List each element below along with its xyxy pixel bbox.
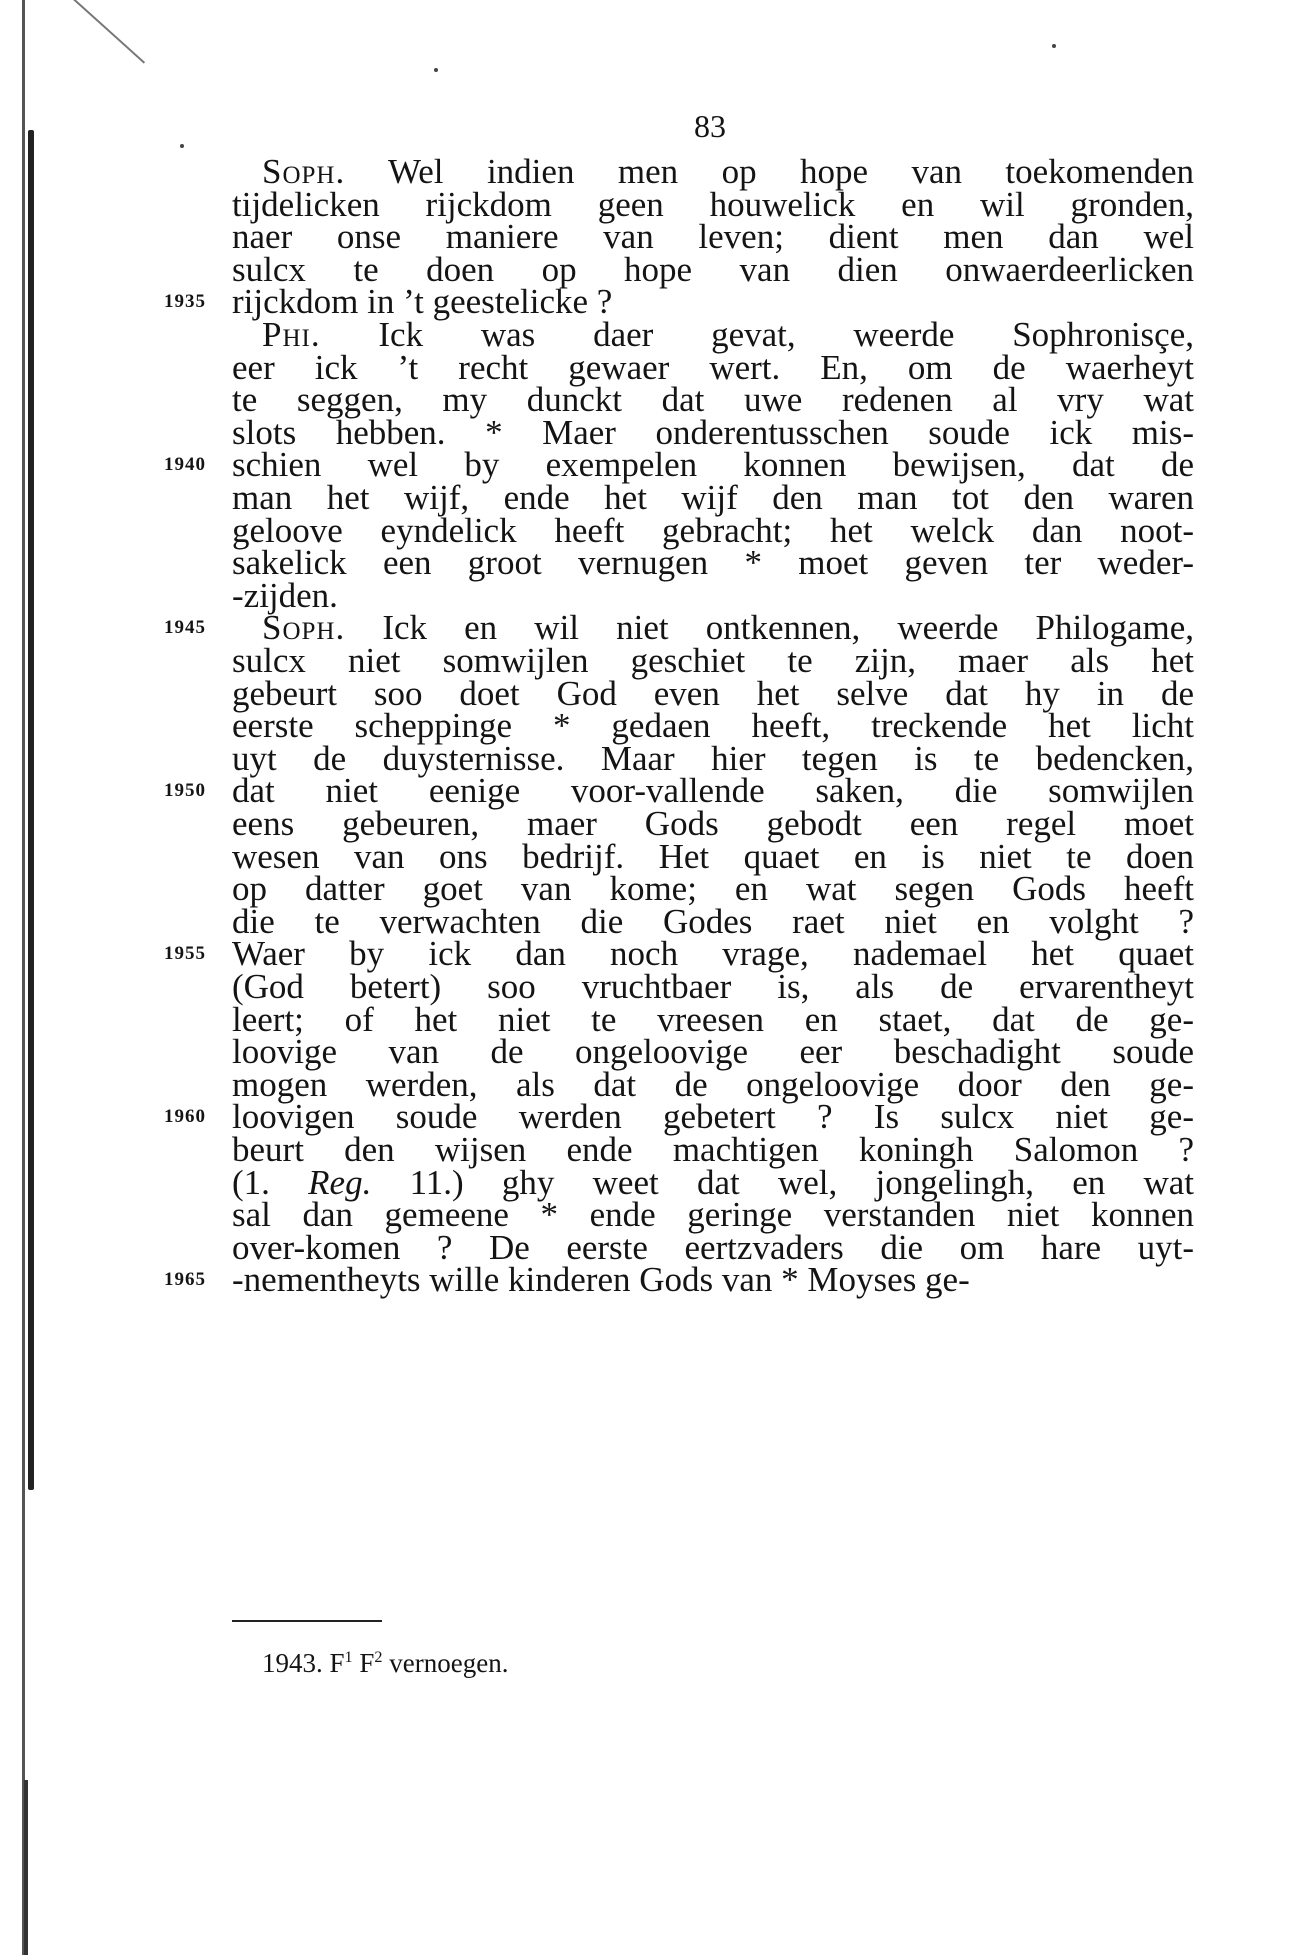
page-crease <box>62 0 145 64</box>
scan-speck <box>180 144 184 148</box>
footnote-label: 1943. <box>262 1648 323 1678</box>
verse-line-number: 1965 <box>164 1269 206 1291</box>
line-text: Wel indien men op hope van toekomenden <box>345 152 1194 191</box>
line-text: man het wijf, ende het wijf den man tot den waren <box>232 478 1194 517</box>
line-text: Waer by ick dan noch vrage, nademael het quaet <box>232 934 1194 974</box>
verse-line-number: 1940 <box>164 454 206 476</box>
line-text: sakelick een groot vernugen * moet geven ter weder- <box>232 543 1194 583</box>
italic-reference: Reg. <box>308 1162 372 1202</box>
scan-speck <box>434 68 438 72</box>
line-text-rest: 11.) ghy weet dat wel, jongelingh, en wat <box>371 1162 1195 1202</box>
line-text: -zijden. <box>232 575 338 615</box>
verse-line-number: 1960 <box>164 1106 206 1128</box>
line-text: loovige van de ongeloovige eer beschadight soude <box>232 1032 1194 1072</box>
speaker-name: Soph. <box>262 608 346 648</box>
binding-shadow <box>28 130 34 1490</box>
line-text: sal dan gemeene * ende geringe verstanden niet konnen <box>232 1195 1194 1235</box>
line-text: over-komen ? De eerste eertzvaders die om hare uyt- <box>232 1227 1194 1267</box>
line-text: -nementheyts wille kinderen Gods van * Moyses ge- <box>232 1260 970 1300</box>
footnote-reading: vernoegen. <box>389 1648 509 1678</box>
line-text: loovigen soude werden gebetert ? Is sulcx niet ge- <box>232 1097 1194 1137</box>
line-text: eens gebeuren, maer Gods gebodt een regel moet <box>232 804 1194 843</box>
verse-line-number: 1955 <box>164 943 206 965</box>
footnote <box>262 1648 508 1679</box>
line-text: schien wel by exempelen konnen bewijsen, dat de <box>232 445 1194 485</box>
line-text: naer onse maniere van leven; dient men dan wel <box>232 217 1194 257</box>
line-text: eer ick ’t recht gewaer wert. En, om de waerheyt <box>232 347 1194 387</box>
line-text: (God betert) soo vruchtbaer is, als de ervarentheyt <box>232 967 1194 1006</box>
speaker-name: Soph. <box>262 152 346 191</box>
line-text: die te verwachten die Godes raet niet en volght ? <box>232 901 1194 941</box>
line-text: beurt den wijsen ende machtigen koningh Salomon ? <box>232 1130 1194 1169</box>
verse-line-number: 1935 <box>164 291 206 313</box>
line-text: slots hebben. * Maer onderentusschen soude ick mis- <box>232 412 1194 452</box>
binding-edge <box>22 0 25 1955</box>
line-text: uyt de duysternisse. Maar hier tegen is te bedencken, <box>232 738 1194 778</box>
page-number: 83 <box>694 108 726 144</box>
footnote-source-2: $F^2$ <box>359 1648 383 1678</box>
scan-speck <box>1052 44 1056 48</box>
verse-line-number: 1945 <box>164 617 206 639</box>
speaker-name: Phi. <box>262 315 321 354</box>
line-text: geloove eyndelick heeft gebracht; het welck dan noot- <box>232 510 1194 550</box>
line-text: gebeurt soo doet God even het selve dat hy in de <box>232 673 1194 713</box>
footnote-rule <box>232 1620 382 1622</box>
line-text: leert; of het niet te vreesen en staet, dat de ge- <box>232 999 1194 1039</box>
line-text: te seggen, my dunckt dat uwe redenen al vry wat <box>232 380 1194 420</box>
line-text: dat niet eenige voor-vallende saken, die somwijlen <box>232 771 1194 811</box>
line-text: Ick en wil niet ontkennen, weerde Philogame, <box>345 608 1194 648</box>
line-text: Ick was daer gevat, weerde Sophronisçe, <box>320 315 1194 354</box>
line-text: op datter goet van kome; en wat segen Gods heeft <box>232 869 1194 909</box>
line-text: sulcx te doen op hope van dien onwaerdeerlicken <box>232 249 1194 289</box>
line-text: (1. <box>232 1162 309 1202</box>
line-text: rijckdom in ’t geestelicke ? <box>232 282 613 322</box>
text-line <box>232 1260 1194 1300</box>
line-text: wesen van ons bedrijf. Het quaet en is niet te doen <box>232 836 1194 876</box>
line-text: tijdelicken rijckdom geen houwelick en wil gronden, <box>232 184 1194 224</box>
line-text: mogen werden, als dat de ongeloovige door den ge- <box>232 1064 1194 1104</box>
line-text: sulcx niet somwijlen geschiet te zijn, maer als het <box>232 641 1194 680</box>
footnote-source-1: $F^1$ <box>329 1648 353 1678</box>
verse-line-number: 1950 <box>164 780 206 802</box>
line-text: eerste scheppinge * gedaen heeft, treckende het licht <box>232 706 1194 746</box>
binding-edge-lower <box>24 1780 28 1955</box>
